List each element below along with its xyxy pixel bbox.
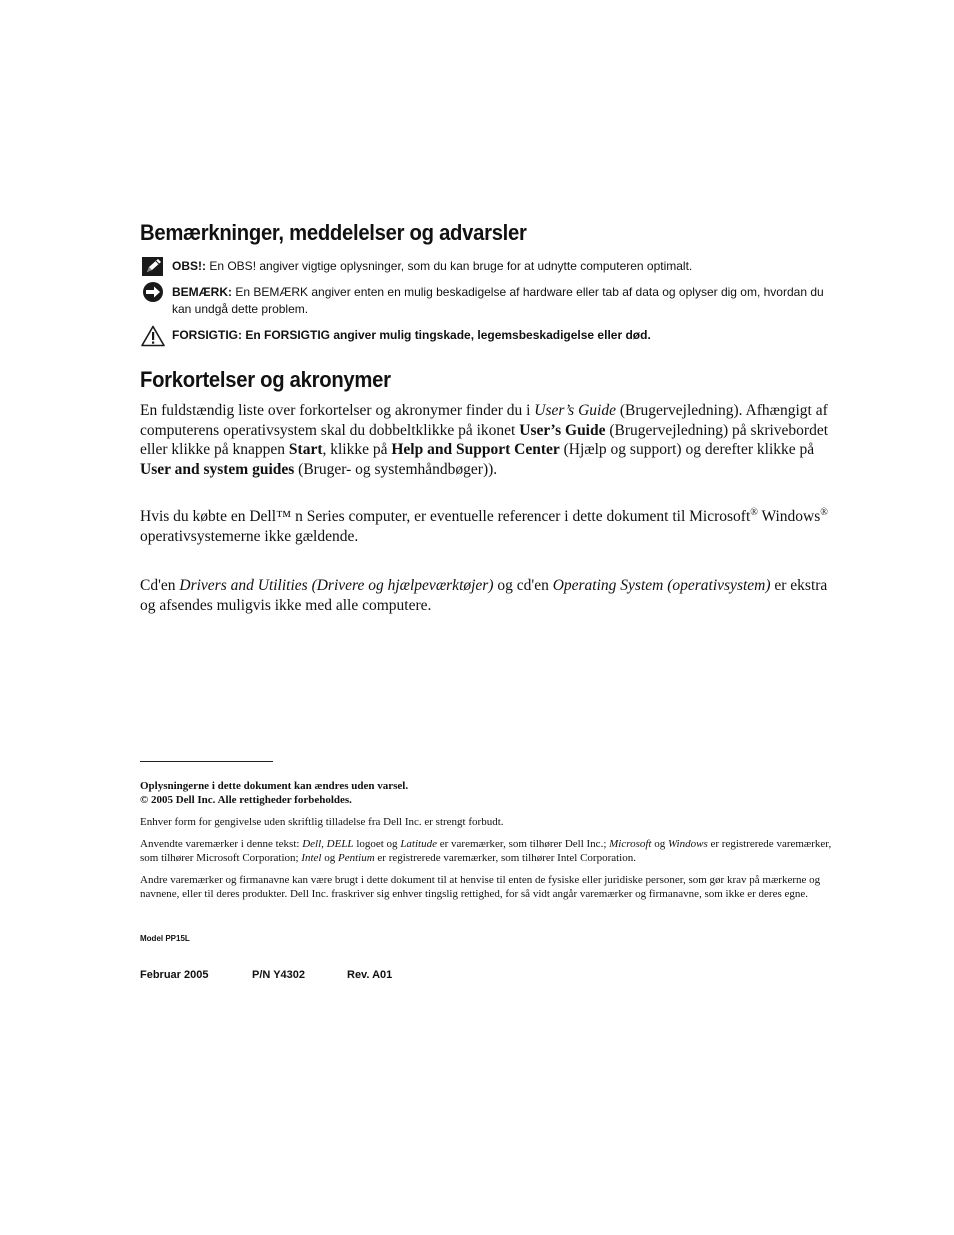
footnote-divider: [140, 761, 273, 762]
p3-drivers-italic: Drivers and Utilities (Drivere og hjælpeværktøjer): [179, 577, 494, 594]
p1-text-g: , klikke på: [322, 441, 392, 458]
notice-forsigtig-label: FORSIGTIG:: [172, 328, 242, 342]
caution-triangle-icon: [141, 325, 165, 347]
paragraph-abbreviations: [140, 401, 840, 479]
p1-users-guide-bold: User’s Guide: [519, 421, 606, 439]
tm-sep1: ,: [321, 838, 327, 850]
p1-text-i: (Hjælp og support) og derefter klikke på: [559, 441, 815, 458]
p2-text-b: Windows: [757, 508, 821, 525]
footer-date: Februar 2005: [140, 969, 209, 981]
p2-registered-mark-2: ®: [820, 506, 828, 518]
tm-text-d: og: [651, 838, 668, 850]
p2-registered-mark: ®: [750, 506, 758, 518]
tm-intel: Intel: [301, 852, 322, 864]
p1-help-center-bold: Help and Support Center: [391, 441, 560, 458]
tm-microsoft: Microsoft: [609, 838, 652, 850]
fineprint-line2: © 2005 Dell Inc. Alle rettigheder forbeholdes.: [140, 794, 352, 806]
p2-text-c: operativsystemerne ikke gældende.: [140, 527, 359, 545]
note-pencil-icon: [141, 256, 165, 278]
tm-text-c: er varemærker, som tilhører Dell Inc.;: [436, 838, 610, 850]
fineprint-line1: Oplysningerne i dette dokument kan ændres uden varsel.: [140, 780, 409, 792]
notice-forsigtig-text: En FORSIGTIG angiver mulig tingskade, legemsbeskadigelse eller død.: [242, 328, 651, 342]
tm-pentium: Pentium: [337, 852, 375, 864]
tm-text-b: logoet og: [353, 838, 401, 850]
p1-text-k: (Bruger- og systemhåndbøger)).: [294, 460, 498, 478]
notice-bemaerk-label: BEMÆRK:: [172, 285, 232, 299]
tm-text-f: og: [321, 852, 338, 864]
p1-text-e: (Brugervejledning) på skrivebordet eller klikke på knappen: [140, 421, 829, 458]
paragraph-cds: [140, 576, 840, 615]
p3-text-c: og cd'en: [493, 577, 553, 594]
p3-os-italic: Operating System (operativsystem): [552, 577, 771, 594]
p1-text-a: En fuldstændig liste over forkortelser og akronymer finder du i: [140, 402, 535, 419]
p2-text-a: Hvis du købte en Dell™ n Series computer, er eventuelle referencer i dette dokument til Microsoft: [140, 508, 751, 525]
notice-obs-label: OBS!:: [172, 259, 206, 273]
tm-text-g: er registrerede varemærker, som tilhører Intel Corporation.: [374, 852, 636, 864]
p1-system-guides-bold: User and system guides: [140, 460, 295, 478]
p3-text-a: Cd'en: [140, 577, 180, 594]
model-number: Model PP15L: [140, 934, 190, 943]
tm-text-a: Anvendte varemærker i denne tekst:: [140, 838, 303, 850]
heading-notes: Bemærkninger, meddelelser og advarsler: [140, 220, 527, 245]
heading-abbreviations: Forkortelser og akronymer: [140, 367, 391, 392]
tm-dell: Dell: [302, 838, 322, 850]
fineprint-copy: Enhver form for gengivelse uden skriftlig tilladelse fra Dell Inc. er strengt forbudt.: [140, 816, 504, 828]
fineprint-notice: [140, 779, 840, 807]
notice-obs-text: En OBS! angiver vigtige oplysninger, som du kan bruge for at udnytte computeren optimalt.: [206, 259, 693, 273]
tm-text-e: er registrerede varemærker, som tilhører Microsoft Corporation;: [140, 838, 832, 864]
notice-bemaerk-text: En BEMÆRK angiver enten en mulig beskadigelse af hardware eller tab af data og oplyser dig om, hvordan du kan undgå dette problem.: [172, 285, 824, 316]
footer-part-number: P/N Y4302: [252, 969, 306, 981]
p1-text-c: (Brugervejledning). Afhængigt af computerens operativsystem skal du dobbeltklikke på ikonet: [140, 402, 828, 439]
tm-dell-logo: DELL: [326, 838, 354, 850]
p3-text-e: er ekstra og afsendes muligvis ikke med alle computere.: [140, 577, 828, 614]
tm-latitude: Latitude: [400, 838, 437, 850]
tm-windows: Windows: [668, 838, 708, 850]
notice-arrow-icon: [141, 282, 165, 304]
fineprint-other-trademarks: Andre varemærker og firmanavne kan være brugt i dette dokument til at henvise til enten de fysiske eller juridiske personer, som gør krav på mærkerne og navnene, eller til deres produkter. Dell Inc. fraskriver sig enhver tingslig rettighed, for så vidt angår varemærker og firmanavne, som ikke er deres egne.: [140, 874, 821, 900]
fineprint-trademarks: [140, 837, 840, 865]
footer-revision: Rev. A01: [347, 969, 393, 981]
p1-start-bold: Start: [288, 441, 323, 458]
paragraph-n-series: [140, 507, 840, 546]
p1-users-guide-italic: User’s Guide: [534, 402, 616, 419]
